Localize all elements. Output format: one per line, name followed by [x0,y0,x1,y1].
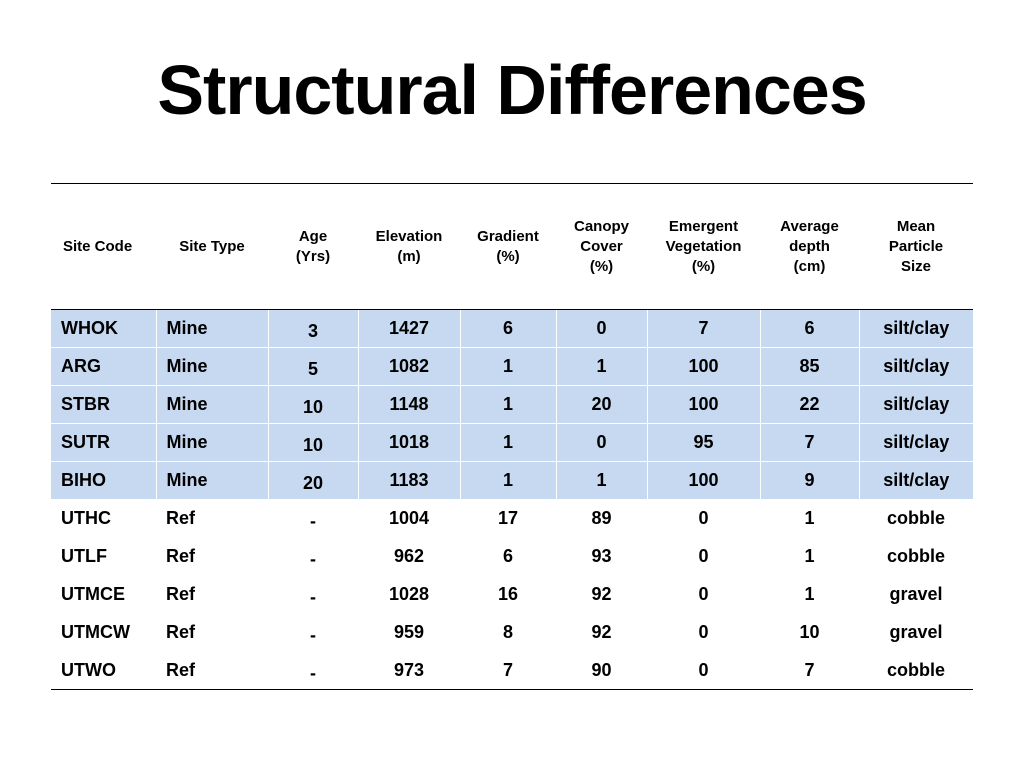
cell-mean-particle-size: silt/clay [859,386,973,424]
cell-age: - [310,511,316,532]
cell-elevation: 1427 [358,310,460,348]
table-row [51,538,973,576]
slide-title: Structural Differences [157,51,867,129]
cell-emergent-vegetation: 0 [698,622,709,642]
cell-average-depth: 22 [760,386,859,424]
cell-site-type: Mine [156,462,268,500]
cell-site-code: ARG [51,348,156,386]
cell-site-code: UTMCW [61,622,130,642]
site-comparison-table [51,183,973,690]
cell-elevation: 1028 [388,584,430,604]
cell-site-type: Mine [156,348,268,386]
cell-gradient: 8 [502,622,513,642]
cell-elevation: 1004 [388,508,430,529]
table-row [51,386,973,424]
cell-site-type: Ref [166,622,196,642]
cell-emergent-vegetation: 100 [647,386,760,424]
cell-average-depth: 1 [804,584,815,604]
cell-canopy-cover: 89 [591,508,612,529]
cell-mean-particle-size: gravel [889,584,943,604]
cell-age: - [310,549,316,569]
cell-canopy-cover: 93 [591,546,612,566]
cell-canopy-cover: 1 [556,348,647,386]
cell-average-depth: 7 [760,652,859,690]
cell-gradient: 6 [460,310,556,348]
cell-site-code: UTWO [51,652,156,690]
header-canopy-cover: Canopy Cover (%) [556,184,647,310]
cell-average-depth: 9 [760,462,859,500]
cell-site-code: WHOK [51,310,156,348]
cell-age: - [310,587,316,607]
cell-site-code: UTMCE [61,584,125,604]
cell-canopy-cover: 0 [556,310,647,348]
cell-gradient: 1 [460,386,556,424]
cell-age: 20 [268,462,358,500]
cell-mean-particle-size: cobble [886,546,945,566]
cell-mean-particle-size: cobble [886,508,945,529]
cell-elevation: 1183 [358,462,460,500]
cell-age: 10 [268,424,358,462]
cell-age: 10 [268,386,358,424]
cell-site-code: STBR [51,386,156,424]
cell-average-depth: 7 [760,424,859,462]
table-row [51,614,973,652]
header-average-depth: Average depth (cm) [760,184,859,310]
table-body [51,310,973,690]
cell-canopy-cover: 90 [556,652,647,690]
cell-age: 5 [268,348,358,386]
cell-gradient: 1 [460,348,556,386]
cell-elevation: 1018 [358,424,460,462]
cell-gradient: 17 [497,508,519,529]
header-mean-particle-size: Mean Particle Size [859,184,973,310]
cell-gradient: 7 [460,652,556,690]
cell-emergent-vegetation: 0 [698,508,709,529]
cell-mean-particle-size: cobble [859,652,973,690]
cell-canopy-cover: 20 [556,386,647,424]
cell-elevation: 962 [393,546,425,566]
cell-gradient: 1 [460,462,556,500]
cell-elevation: 973 [358,652,460,690]
cell-site-type: Ref [166,546,196,566]
cell-site-type: Ref [156,652,268,690]
cell-mean-particle-size: silt/clay [859,348,973,386]
cell-site-type: Mine [156,386,268,424]
table-row [51,310,973,348]
cell-canopy-cover: 0 [556,424,647,462]
cell-elevation: 959 [393,622,425,642]
cell-average-depth: 10 [799,622,820,642]
cell-emergent-vegetation: 0 [647,652,760,690]
cell-mean-particle-size: silt/clay [859,310,973,348]
table-row [51,500,973,538]
cell-site-type: Mine [156,310,268,348]
table-row [51,348,973,386]
table-header-row [51,184,973,310]
table-row [51,424,973,462]
header-site-type: Site Type [156,184,268,310]
cell-canopy-cover: 92 [591,584,612,604]
cell-gradient: 6 [502,546,513,566]
cell-emergent-vegetation: 100 [647,348,760,386]
header-site-code: Site Code [51,184,156,310]
cell-site-code: UTHC [61,508,111,529]
cell-emergent-vegetation: 0 [698,584,709,604]
header-emergent-vegetation: Emergent Vegetation (%) [647,184,760,310]
cell-site-code: SUTR [51,424,156,462]
header-age: Age (Yrs) [268,184,358,310]
cell-canopy-cover: 92 [591,622,612,642]
cell-average-depth: 1 [804,508,815,529]
cell-gradient: 1 [460,424,556,462]
cell-site-type: Ref [166,584,196,604]
cell-mean-particle-size: gravel [889,622,943,642]
cell-mean-particle-size: silt/clay [859,424,973,462]
cell-average-depth: 85 [760,348,859,386]
cell-emergent-vegetation: 7 [647,310,760,348]
cell-emergent-vegetation: 100 [647,462,760,500]
table-row [51,652,973,690]
cell-age: 3 [268,310,358,348]
cell-elevation: 1148 [358,386,460,424]
cell-canopy-cover: 1 [556,462,647,500]
cell-gradient: 16 [497,584,519,604]
cell-age: - [310,625,316,645]
cell-mean-particle-size: silt/clay [859,462,973,500]
cell-elevation: 1082 [358,348,460,386]
cell-emergent-vegetation: 0 [698,546,709,566]
cell-site-type: Mine [156,424,268,462]
cell-emergent-vegetation: 95 [647,424,760,462]
cell-site-code: BIHO [51,462,156,500]
cell-site-code: UTLF [61,546,107,566]
cell-age: - [268,652,358,690]
cell-site-type: Ref [166,508,196,529]
table-row [51,462,973,500]
header-gradient: Gradient (%) [460,184,556,310]
table-row [51,576,973,614]
cell-average-depth: 1 [804,546,815,566]
cell-average-depth: 6 [760,310,859,348]
header-elevation: Elevation (m) [358,184,460,310]
